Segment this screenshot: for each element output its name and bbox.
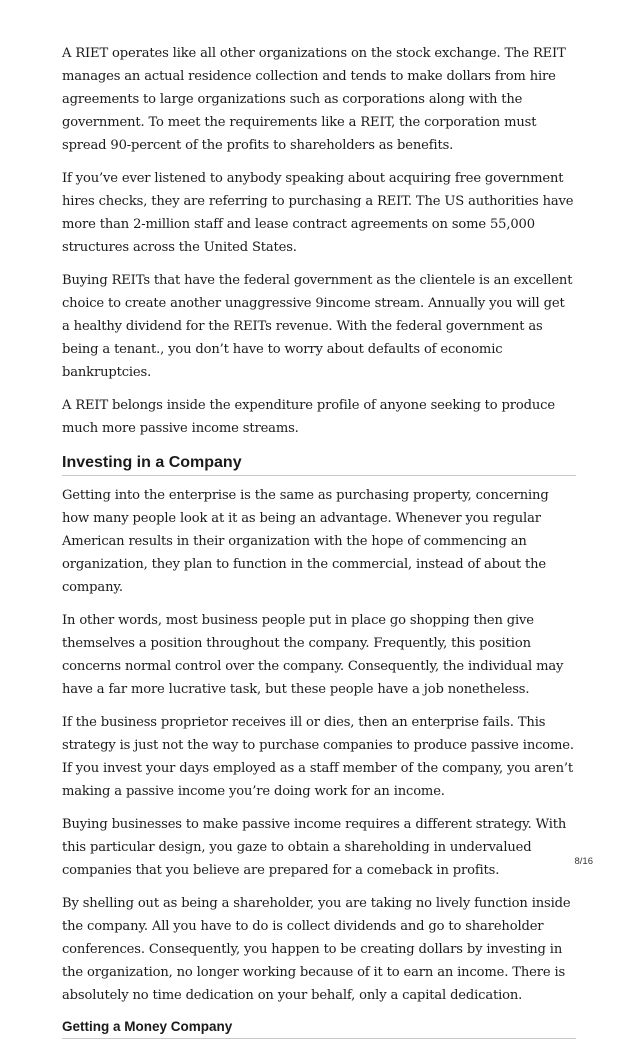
paragraph-reit-operations: A RIET operates like all other organizations on the stock exchange. The REIT manages an actual residence collection and tends to make dollars from hire agreements to large organizations such as corporations along with the government. To meet the requirements like a REIT, the corporation must spread 90-percent of the profits to shareholders as benefits. [62, 46, 566, 153]
paragraph-shareholder: By shelling out as being a shareholder, you are taking no lively function inside the company. All you have to do is collect dividends and go to shareholder conferences. Consequently, you happen to be creating dollars by investing in the organization, no longer working because of it to earn an income. There is absolutely no time dedication on your behalf, only a capital dedication. [62, 896, 571, 1003]
paragraph-proprietor: If the business proprietor receives ill or dies, then an enterprise fails. This strategy is just not the way to purchase companies to produce passive income. If you invest your days employed as a staff member of the company, you aren’t making a passive income you’re doing work for an income. [62, 715, 574, 799]
paragraph-reit-profile: A REIT belongs inside the expenditure profile of anyone seeking to produce much more passive income streams. [62, 398, 555, 436]
section-heading-money-company: Getting a Money Company [62, 1017, 576, 1039]
paragraph-different-strategy: Buying businesses to make passive income requires a different strategy. With this particular design, you gaze to obtain a shareholding in undervalued companies that you believe are prepared for a comeback in profits. [62, 817, 567, 878]
paragraph-enterprise: Getting into the enterprise is the same as purchasing property, concerning how many people look at it as being an advantage. Whenever you regular American results in their organization with the hope of commencing an organization, they plan to function in the commercial, instead of about the company. [62, 488, 549, 595]
paragraph-buying-reits: Buying REITs that have the federal government as the clientele is an excellent choice to create another unaggressive 9income stream. Annually you will get a healthy dividend for the REITs revenue. With the federal government as being a tenant., you don’t have to worry about defaults of economic bankruptcies. [62, 273, 573, 380]
page-number: 8/16 [574, 856, 593, 867]
document-page [62, 42, 576, 1039]
paragraph-other-words: In other words, most business people put in place go shopping then give themselves a position throughout the company. Frequently, this position concerns normal control over the company. Consequently, the individual may have a far more lucrative task, but these people have a job nonetheless. [62, 613, 564, 697]
paragraph-government-hires: If you’ve ever listened to anybody speaking about acquiring free government hires checks, they are referring to purchasing a REIT. The US authorities have more than 2-million staff and lease contract agreements on some 55,000 structures across the United States. [62, 171, 574, 255]
section-heading-investing-company: Investing in a Company [62, 452, 576, 476]
